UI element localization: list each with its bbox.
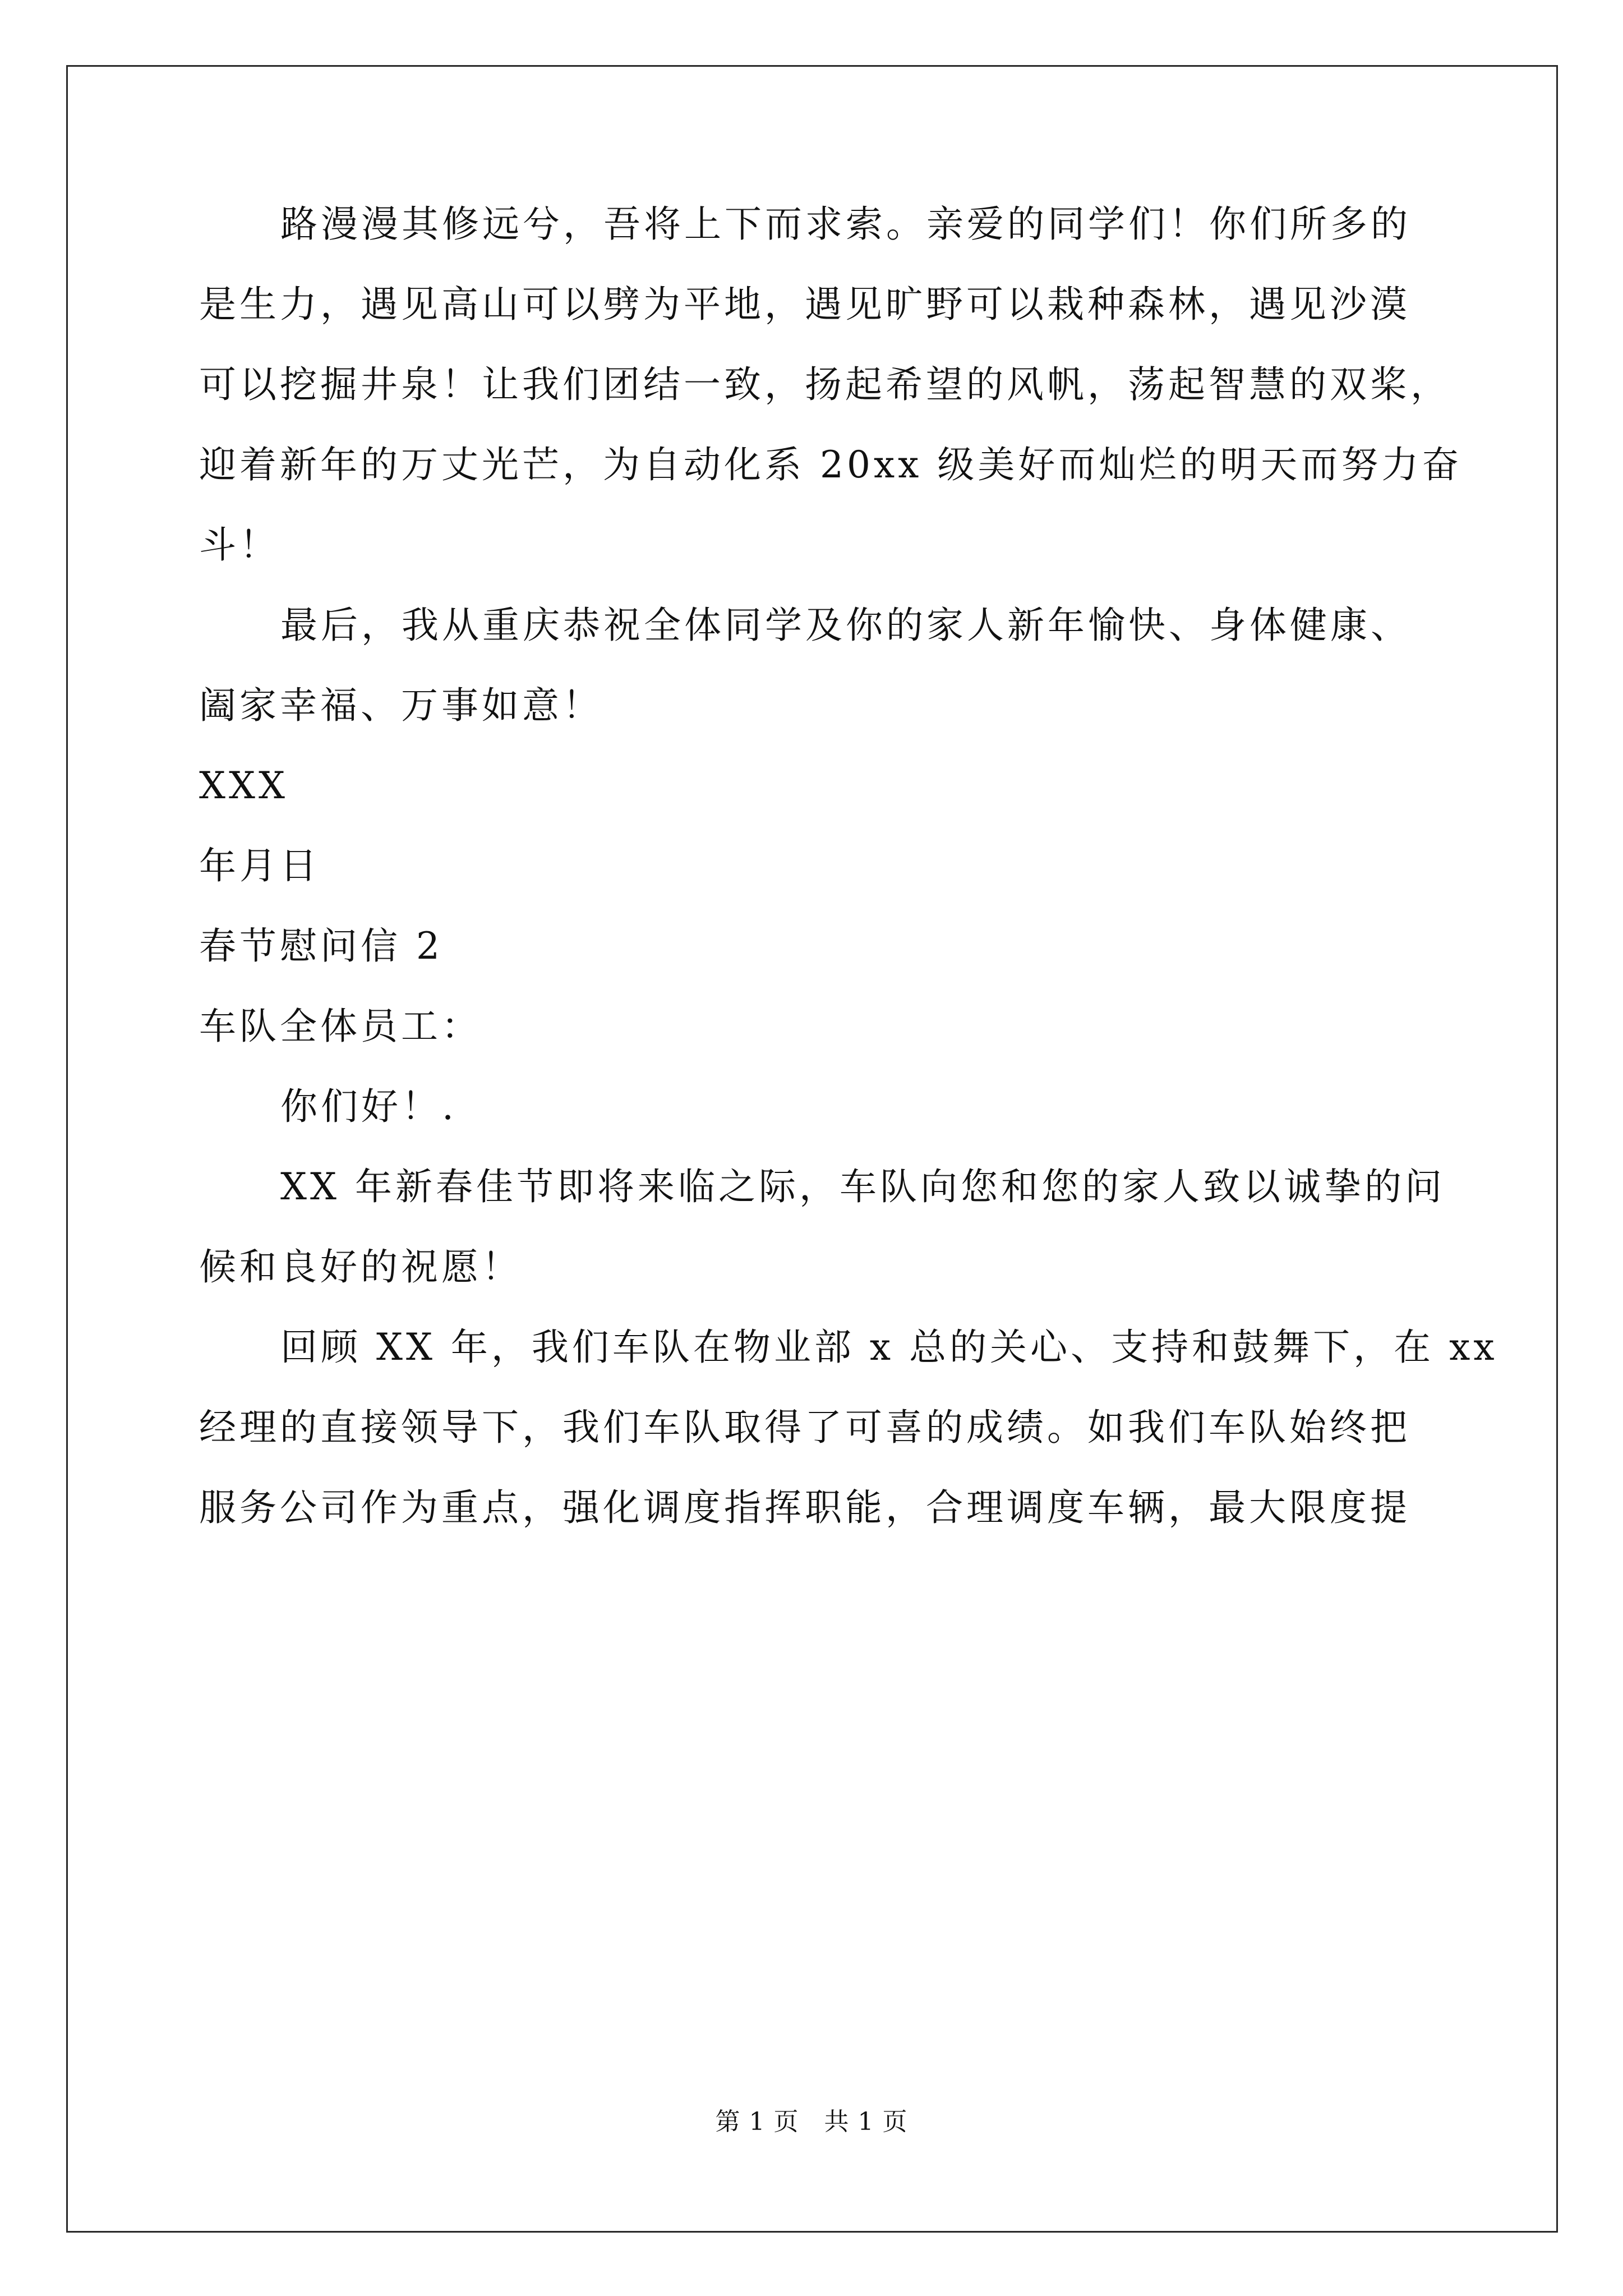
paragraph-line: XX 年新春佳节即将来临之际，车队向您和您的家人致以诚挚的问 — [280, 1165, 1445, 1208]
page-footer: 第 1 页 共 1 页 — [715, 2108, 908, 2136]
paragraph-line: 是生力，遇见高山可以劈为平地，遇见旷野可以栽种森林，遇见沙漠 — [199, 283, 1410, 326]
paragraph-line: 最后，我从重庆恭祝全体同学及你的家人新年愉快、身体健康、 — [280, 604, 1411, 647]
paragraph-line: 斗！ — [199, 523, 280, 567]
greeting: 你们好！. — [280, 1085, 457, 1128]
paragraph-line: 候和良好的祝愿！ — [199, 1245, 522, 1289]
section-title: 春节慰问信 2 — [199, 924, 443, 968]
paragraph-line: 路漫漫其修远兮，吾将上下而求索。亲爱的同学们！你们所多的 — [280, 203, 1411, 246]
paragraph-line: 可以挖掘井泉！让我们团结一致，扬起希望的风帆，荡起智慧的双桨， — [199, 363, 1451, 406]
paragraph-line: 回顾 XX 年，我们车队在物业部 x 总的关心、支持和鼓舞下，在 xx — [280, 1326, 1498, 1369]
paragraph-line: 迎着新年的万丈光芒，为自动化系 20xx 级美好而灿烂的明天而努力奋 — [199, 443, 1463, 486]
paragraph-line: 服务公司作为重点，强化调度指挥职能，合理调度车辆，最大限度提 — [199, 1486, 1410, 1529]
salutation: 车队全体员工： — [199, 1005, 482, 1048]
paragraph-line: 阖家幸福、万事如意！ — [199, 684, 603, 727]
paragraph-line: 经理的直接领导下，我们车队取得了可喜的成绩。如我们车队始终把 — [199, 1406, 1410, 1449]
signature-date: 年月日 — [199, 844, 320, 887]
signature-name: XXX — [199, 764, 288, 807]
